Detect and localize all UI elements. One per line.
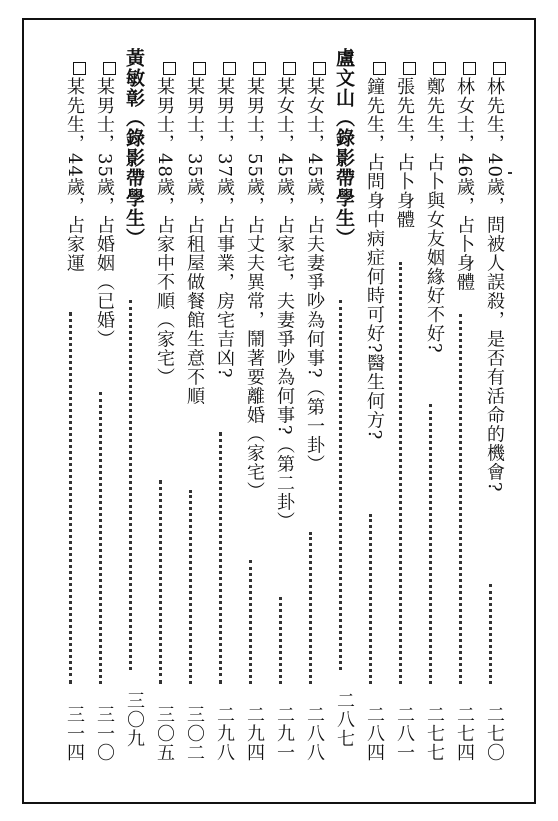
entry-page-number: 二八一 [394,705,415,762]
checkbox-icon [283,62,296,75]
entry-page-number: 二八八 [304,705,325,762]
checkbox-icon [103,62,116,75]
toc-entry[interactable] [61,62,87,762]
dot-leader [219,432,222,684]
dot-leader [99,392,102,684]
dot-leader [309,532,312,684]
entry-page-number: 二八四 [364,705,385,762]
entry-title: 張先生，占卜身體 [391,62,417,229]
toc-entry[interactable] [391,62,417,762]
dot-leader [399,262,402,684]
entry-title: 某先生，44歲，占家運 [61,62,87,273]
entry-page-number: 二七七 [424,705,445,762]
section-title: 黃敏彰（錄影帶學生） [123,48,145,248]
entry-page-number: 二九一 [274,705,295,762]
entry-title: 鐘先生，占問身中病症何時可好?醫生何方? [361,62,387,440]
entry-title: 林先生，40歲，問被人誤殺，是否有活命的機會? [481,62,507,493]
checkbox-icon [493,62,506,75]
toc-entry[interactable] [481,62,507,762]
dot-leader [459,314,462,684]
dot-leader [159,480,162,684]
checkbox-icon [313,62,326,75]
entry-title: 某男士，35歲，占婚姻（已婚） [91,62,117,349]
entry-page-number: 三一〇 [94,705,115,762]
toc-entry[interactable] [271,62,297,762]
entry-page-number: 三〇五 [154,705,175,762]
dot-leader [279,597,282,684]
entry-page-number: 二九四 [244,705,265,762]
toc-entry[interactable] [181,62,207,762]
toc-section-header[interactable] [121,48,147,748]
entry-title: 某男士，55歲，占丈夫異常，鬧著要離婚（家宅） [241,62,267,501]
entry-page-number: 二七〇 [484,705,505,762]
toc-entry[interactable] [421,62,447,762]
stray-mark [508,172,512,174]
dot-leader [429,404,432,684]
toc-entry[interactable] [241,62,267,762]
toc-entry[interactable] [151,62,177,762]
entry-page-number: 三一四 [64,705,85,762]
toc-entry[interactable] [301,62,327,762]
dot-leader [69,312,72,684]
checkbox-icon [373,62,386,75]
entry-page-number: 二七四 [454,705,475,762]
dot-leader [189,490,192,684]
section-title: 盧文山（錄影帶學生） [333,48,355,248]
checkbox-icon [163,62,176,75]
entry-page-number: 三〇九 [124,691,145,748]
entry-title: 某女士，45歲，占家宅，夫妻爭吵為何事?（第二卦） [271,62,297,531]
entry-page-number: 三〇二 [184,705,205,762]
toc-section-header[interactable] [331,48,357,748]
entry-page-number: 二九八 [214,705,235,762]
dot-leader [249,560,252,684]
entry-title: 鄭先生，占卜與女友姻緣好不好? [421,62,447,354]
entry-title: 某男士，37歲，占事業，房宅吉凶? [211,62,237,379]
dot-leader [489,584,492,684]
checkbox-icon [193,62,206,75]
toc-entry[interactable] [91,62,117,762]
checkbox-icon [433,62,446,75]
entry-page-number: 二八七 [334,691,355,748]
entry-title: 某女士，45歲，占夫妻爭吵為何事?（第一卦） [301,62,327,474]
checkbox-icon [73,62,86,75]
checkbox-icon [253,62,266,75]
toc-entry[interactable] [451,62,477,762]
dot-leader [129,300,132,670]
entry-title: 林女士，46歲，占卜身體 [451,62,477,292]
checkbox-icon [463,62,476,75]
dot-leader [369,514,372,684]
dot-leader [339,300,342,670]
checkbox-icon [403,62,416,75]
checkbox-icon [223,62,236,75]
entry-title: 某男士，48歲，占家中不順（家宅） [151,62,177,387]
toc-entry[interactable] [361,62,387,762]
toc-entry[interactable] [211,62,237,762]
entry-title: 某男士，35歲，占租屋做餐館生意不順 [181,62,207,406]
